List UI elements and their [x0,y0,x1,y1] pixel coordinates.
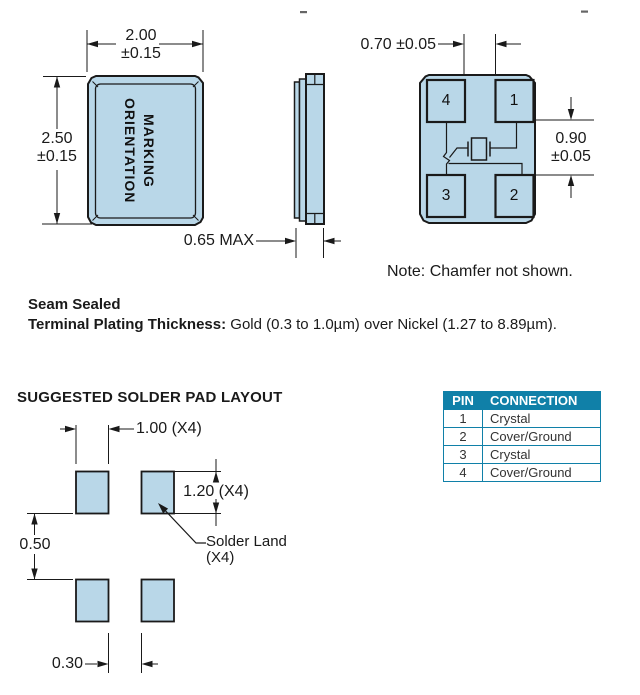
col-gap-extension-lines [109,633,142,673]
arrowhead-down-icon [31,569,37,580]
dim-value: 0.90 [555,130,587,147]
pin-cell: 2 [444,428,483,446]
chamfer-note: Note: Chamfer not shown. [387,263,573,280]
solder-pad-bottom-right [142,580,175,622]
arrowhead-left-icon [87,41,98,47]
pin-cell: 4 [444,464,483,482]
table-row [444,410,601,428]
dim-value: 2.50 [41,130,73,147]
arrowhead-left-icon [142,661,153,667]
arrowhead-left-icon [109,426,120,432]
col-gap-dimension-label: 0.30 [51,655,83,672]
pad-width-extension-lines [76,425,109,464]
arrowhead-up-icon [213,472,219,483]
solder-land-label-line2: (X4) [206,549,235,566]
side-view-body [306,74,324,224]
arrowhead-down-icon [54,213,60,224]
table-row [444,428,601,446]
connection-cell: Cover/Ground [483,464,601,482]
pin-cell: 1 [444,410,483,428]
pad-number-1: 1 [509,92,519,109]
connection-cell: Crystal [483,446,601,464]
row-gap-dimension-label: 0.50 [19,536,51,553]
page-dash-right [581,11,588,13]
arrowhead-up-icon [568,175,574,186]
side-view-drawing [256,74,341,258]
pin-connection-table [443,391,601,482]
solder-pad-top-right [142,472,175,514]
arrowhead-right-icon [453,41,464,47]
connection-cell: Cover/Ground [483,428,601,446]
marking-orientation-label: MARKING ORIENTATION [122,98,157,204]
solder-pad-top-left [76,472,109,514]
dim-value: 2.00 [125,27,157,44]
pin-column-header: PIN [444,392,483,410]
pad-number-3: 3 [441,187,451,204]
pin-cell: 3 [444,446,483,464]
arrowhead-left-icon [496,41,507,47]
pad-number-2: 2 [509,187,519,204]
connection-cell: Crystal [483,410,601,428]
connection-column-header: CONNECTION [483,392,601,410]
dim-tolerance: ±0.05 [551,148,591,165]
arrowhead-right-icon [98,661,109,667]
bottom-pad-gap-dimension: 0.70 ±0.05 [360,36,436,53]
plating-note [28,316,557,333]
plating-note-value: Gold (0.3 to 1.0µm) over Nickel (1.27 to 8.89µm). [226,316,557,333]
pad-width-dimension-label: 1.00 (X4) [136,420,202,437]
dim-tolerance: ±0.15 [121,45,161,62]
table-row [444,446,601,464]
solder-pad-bottom-left [76,580,109,622]
arrowhead-up-icon [54,77,60,88]
table-header-row [444,392,601,410]
arrowhead-down-icon [568,109,574,120]
bottom-vertical-dimension [541,130,601,166]
arrowhead-up-icon [31,514,37,525]
arrowhead-down-icon [213,503,219,514]
solder-land-label [206,534,287,566]
pad-height-dimension-label: 1.20 (X4) [183,483,249,500]
arrowhead-right-icon [192,41,203,47]
top-height-dimension [27,130,87,166]
table-row [444,464,601,482]
arrowhead-right-icon [285,238,296,244]
top-width-dimension [104,27,178,63]
side-thickness-extension-lines [296,228,324,258]
solder-pad-layout-title: SUGGESTED SOLDER PAD LAYOUT [17,389,283,406]
side-thickness-dimension: 0.65 MAX [183,232,254,249]
seam-sealed-note: Seam Sealed [28,296,121,313]
plating-note-label: Terminal Plating Thickness: [28,316,227,333]
arrowhead-right-icon [65,426,76,432]
page-dash-left [300,11,307,13]
solder-land-label-line1: Solder Land [206,533,287,550]
dim-tolerance: ±0.15 [37,148,77,165]
pad-number-4: 4 [441,92,451,109]
bottom-h-extension-lines [464,34,496,75]
arrowhead-left-icon [324,238,335,244]
